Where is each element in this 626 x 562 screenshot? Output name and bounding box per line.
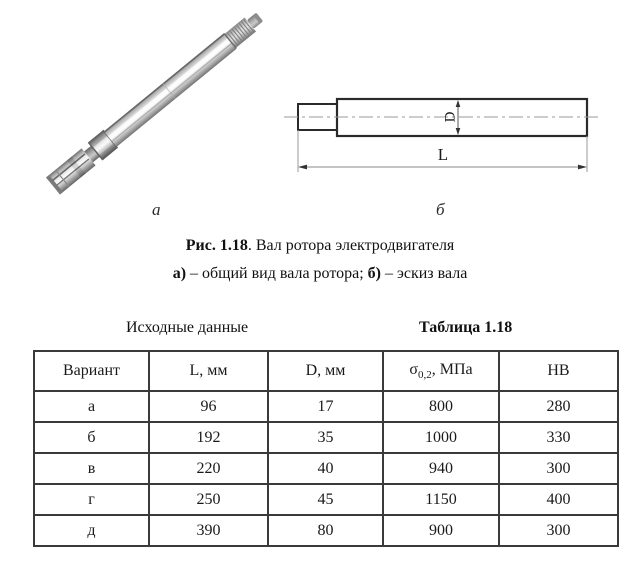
rotor-shaft-photo [25,0,290,200]
item-b-label: б) [367,265,381,282]
table-lead-in: Исходные данные [126,319,249,336]
table-cell: 300 [499,453,618,484]
table-cell: 192 [149,422,268,453]
header-yield-strength [383,351,499,391]
table-cell: 330 [499,422,618,453]
table-cell: 40 [268,453,383,484]
table-body [34,391,618,546]
sigma-symbol: σ [409,360,418,378]
table-cell: 280 [499,391,618,422]
item-a-text: – общий вид вала ротора; [186,265,368,282]
table-cell: 220 [149,453,268,484]
table-row [34,515,618,546]
table-cell: 96 [149,391,268,422]
dimension-L-arrow-left [298,165,307,170]
table-cell: 800 [383,391,499,422]
header-variant: Вариант [34,351,149,391]
table-cell: 250 [149,484,268,515]
source-data-table [33,350,619,547]
header-hardness: НВ [499,351,618,391]
table-cell: 1000 [383,422,499,453]
figure-ref: Рис. 1.18 [185,237,248,254]
table-cell: г [34,484,149,515]
header-diameter: D, мм [268,351,383,391]
table-cell: 1150 [383,484,499,515]
sketch-sublabel-b: б [436,200,445,219]
sigma-subscript: 0,2 [417,369,432,382]
figure-caption-subitems [7,265,626,283]
table-row [34,453,618,484]
dimension-L-arrow-right [578,165,587,170]
table-cell: 940 [383,453,499,484]
dimension-D-label: D [442,111,459,123]
figure-caption-title [7,237,626,255]
table-cell: 300 [499,515,618,546]
table-cell: 390 [149,515,268,546]
table-cell: 17 [268,391,383,422]
table-header-row [34,351,618,391]
item-a-label: а) [172,265,187,282]
table-cell: д [34,515,149,546]
dimension-L-label: L [437,145,449,164]
table-cell: а [34,391,149,422]
table-cell: 400 [499,484,618,515]
photo-sublabel-a: а [152,200,161,219]
table-cell: в [34,453,149,484]
figure-title-text: . Вал ротора электродвигателя [247,237,455,254]
item-b-text: – эскиз вала [381,265,468,282]
table-cell: 35 [268,422,383,453]
table-cell: 45 [268,484,383,515]
shaft-photo-group [46,8,267,195]
table-reference: Таблица 1.18 [419,319,513,336]
table-cell: б [34,422,149,453]
table-row [34,422,618,453]
table-cell: 900 [383,515,499,546]
sigma-unit: , МПа [431,360,473,378]
table-row [34,484,618,515]
table-cell: 80 [268,515,383,546]
table-row [34,391,618,422]
shaft-sketch [280,90,610,182]
header-length: L, мм [149,351,268,391]
